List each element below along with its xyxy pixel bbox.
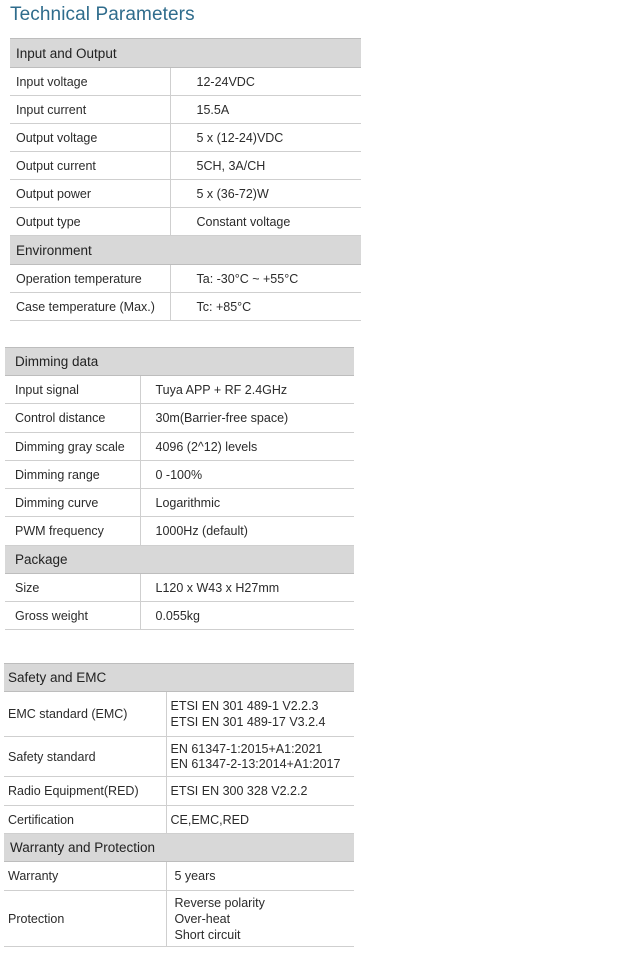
- row-label: Input current: [10, 96, 170, 124]
- section-title: Safety and EMC: [4, 664, 354, 692]
- value-line: Short circuit: [174, 927, 241, 942]
- row-value: 0 -100%: [140, 461, 354, 489]
- table-row: [5, 574, 354, 602]
- row-value: 12-24VDC: [170, 68, 361, 96]
- table-row: [10, 180, 361, 208]
- table-row: [4, 777, 354, 806]
- spec-table: [4, 663, 354, 947]
- table-row: [10, 96, 361, 124]
- row-value: ETSI EN 300 328 V2.2.2: [166, 777, 354, 806]
- table-row: [4, 692, 354, 737]
- row-value: CE,EMC,RED: [166, 806, 354, 834]
- row-value: L120 x W43 x H27mm: [140, 574, 354, 602]
- section-title: Environment: [10, 236, 361, 265]
- row-value: Ta: -30°C ~ +55°C: [170, 265, 361, 293]
- table-row: [5, 433, 354, 461]
- table-row: [10, 68, 361, 96]
- table-row: [5, 517, 354, 546]
- row-label: PWM frequency: [5, 517, 140, 546]
- row-label: Dimming range: [5, 461, 140, 489]
- value-line: EN 61347-1:2015+A1:2021: [170, 741, 323, 756]
- table-row: [4, 891, 354, 947]
- value-line: Over-heat: [174, 911, 231, 926]
- section-header: [10, 39, 361, 68]
- row-label: Protection: [4, 891, 166, 947]
- table-row: [5, 489, 354, 517]
- row-label: Output voltage: [10, 124, 170, 152]
- spec-block-safety: [4, 663, 354, 947]
- section-header: [5, 348, 354, 376]
- section-title: Dimming data: [5, 348, 354, 376]
- row-value: 1000Hz (default): [140, 517, 354, 546]
- section-title: Package: [5, 546, 354, 574]
- row-label: Input voltage: [10, 68, 170, 96]
- section-header: [4, 664, 354, 692]
- section-header: [4, 834, 354, 862]
- spec-block-dimming: [5, 347, 354, 630]
- section-title: Input and Output: [10, 39, 361, 68]
- value-line: Reverse polarity: [174, 895, 265, 910]
- page-title: Technical Parameters: [10, 4, 195, 25]
- row-value: Logarithmic: [140, 489, 354, 517]
- table-row: [5, 404, 354, 433]
- row-label: Output type: [10, 208, 170, 236]
- row-value: Constant voltage: [170, 208, 361, 236]
- table-row: [4, 862, 354, 891]
- row-label: Control distance: [5, 404, 140, 433]
- row-value: [166, 692, 354, 737]
- row-value: Tuya APP + RF 2.4GHz: [140, 376, 354, 404]
- row-label: Dimming gray scale: [5, 433, 140, 461]
- row-label: Safety standard: [4, 737, 166, 777]
- table-row: [4, 806, 354, 834]
- row-label: Operation temperature: [10, 265, 170, 293]
- row-value: 15.5A: [170, 96, 361, 124]
- spec-table: [5, 347, 354, 630]
- table-row: [10, 265, 361, 293]
- row-value: 4096 (2^12) levels: [140, 433, 354, 461]
- value-line: ETSI EN 301 489-1 V2.2.3: [170, 699, 319, 713]
- row-label: Size: [5, 574, 140, 602]
- row-value: 5 x (36-72)W: [170, 180, 361, 208]
- table-row: [5, 602, 354, 630]
- value-line: ETSI EN 301 489-17 V3.2.4: [170, 715, 326, 729]
- row-label: Gross weight: [5, 602, 140, 630]
- section-header: [10, 236, 361, 265]
- row-value: Tc: +85°C: [170, 293, 361, 321]
- row-value: 5 years: [166, 862, 354, 891]
- row-label: Input signal: [5, 376, 140, 404]
- row-value: 30m(Barrier-free space): [140, 404, 354, 433]
- section-title: Warranty and Protection: [4, 834, 354, 862]
- table-row: [10, 124, 361, 152]
- spec-table: [10, 38, 361, 321]
- row-label: Warranty: [4, 862, 166, 891]
- row-label: Output current: [10, 152, 170, 180]
- row-value: 5CH, 3A/CH: [170, 152, 361, 180]
- table-row: [10, 152, 361, 180]
- table-row: [5, 376, 354, 404]
- row-value: [166, 891, 354, 947]
- table-row: [10, 293, 361, 321]
- table-row: [5, 461, 354, 489]
- row-label: Output power: [10, 180, 170, 208]
- table-row: [10, 208, 361, 236]
- spec-block-input-output: [10, 38, 361, 321]
- value-line: EN 61347-2-13:2014+A1:2017: [170, 756, 341, 771]
- row-label: EMC standard (EMC): [4, 692, 166, 737]
- table-row: [4, 737, 354, 777]
- section-header: [5, 546, 354, 574]
- row-value: 5 x (12-24)VDC: [170, 124, 361, 152]
- row-label: Dimming curve: [5, 489, 140, 517]
- row-label: Certification: [4, 806, 166, 834]
- row-value: 0.055kg: [140, 602, 354, 630]
- row-label: Radio Equipment(RED): [4, 777, 166, 806]
- row-label: Case temperature (Max.): [10, 293, 170, 321]
- row-value: [166, 737, 354, 777]
